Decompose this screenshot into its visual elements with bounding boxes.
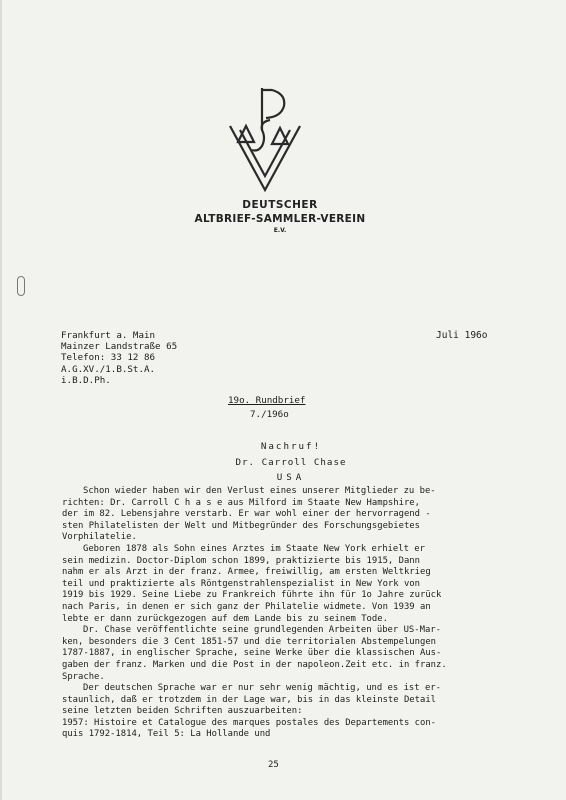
obituary-text	[62, 486, 518, 741]
body-line: 1787-1887, in englischer Sprache, seine Werke über die klassischen Aus-	[62, 648, 442, 659]
address-line: Mainzer Landstraße 65	[61, 341, 178, 353]
org-line-3: E.V.	[273, 227, 287, 234]
body-line: sten Philatelisten der Welt und Mitbegründer des Forschungsgebietes	[62, 520, 420, 531]
address-line: A.G.XV./1.B.St.A.	[61, 363, 156, 375]
dasv-logo-icon	[228, 86, 302, 194]
body-line: 1919 bis 1929. Seine Liebe zu Frankreich führte ihn für 1o Jahre zurück	[62, 590, 442, 601]
body-line: teil und praktizierte als Röntgenstrahlenspezialist in New York von	[62, 578, 420, 589]
body-line: richten: Dr. Carroll C h a s e aus Milford im Staate New Hampshire,	[62, 497, 420, 508]
heading-name: Dr. Carroll Chase	[235, 457, 347, 468]
organization-name	[160, 199, 400, 234]
body-line: nahm er als Arzt in der franz. Armee, freiwillig, am ersten Weltkrieg	[62, 567, 431, 578]
body-line: Dr. Chase veröffentlichte seine grundlegenden Arbeiten über US-Mar-	[83, 625, 441, 636]
org-line-1: DEUTSCHER	[242, 199, 318, 211]
body-line: Vorphilatelie.	[62, 532, 137, 543]
punch-hole	[17, 276, 25, 296]
sender-address	[61, 330, 177, 386]
page-number: 25	[268, 760, 279, 770]
body-line: Sprache.	[62, 671, 105, 682]
rundbrief-title: 19o. Rundbrief	[228, 395, 306, 406]
heading-nachruf: Nachruf!	[260, 441, 322, 452]
address-line: Frankfurt a. Main	[61, 330, 156, 341]
body-line: lebte er dann zurückgezogen auf dem Lande bis zu seinem Tode.	[62, 613, 388, 624]
org-line-2: ALTBRIEF-SAMMLER-VEREIN	[194, 213, 366, 225]
body-line: der im 82. Lebensjahre verstarb. Er war wohl einer der hervorragend -	[62, 509, 431, 520]
body-line: Schon wieder haben wir den Verlust eines unserer Mitglieder zu be-	[83, 486, 436, 496]
letter-date: Juli 196o	[436, 330, 488, 341]
body-line: 1957: Histoire et Catalogue des marques postales des Departements con-	[62, 717, 437, 728]
page-edge	[0, 0, 2, 800]
body-line: sein medizin. Doctor-Diplom schon 1899, praktizierte bis 1915, Dann	[62, 555, 420, 566]
body-line: seine letzten beiden Schriften auszuarbeiten:	[62, 706, 303, 717]
body-line: quis 1792-1814, Teil 5: La Hollande und	[62, 729, 271, 740]
address-line: Telefon: 33 12 86	[61, 352, 156, 364]
heading-country: USA	[276, 472, 306, 483]
body-line: gaben der franz. Marken und die Post in der napoleon.Zeit etc. in franz.	[62, 659, 447, 670]
body-line: nach Paris, in denen er sich ganz der Philatelie widmete. Von 1939 an	[62, 601, 431, 612]
body-line: Der deutschen Sprache war er nur sehr wenig mächtig, und es ist er-	[83, 683, 441, 694]
address-line: i.B.D.Ph.	[61, 374, 111, 386]
rundbrief-number: 7./196o	[250, 409, 289, 420]
body-line: ken, besonders die 3 Cent 1851-57 und die territorialen Abstempelungen	[62, 636, 437, 647]
body-line: staunlich, daß er trotzdem in der Lage war, bis in das kleinste Detail	[62, 694, 437, 705]
body-line: Geboren 1878 als Sohn eines Arztes im Staate New York erhielt er	[83, 543, 425, 554]
